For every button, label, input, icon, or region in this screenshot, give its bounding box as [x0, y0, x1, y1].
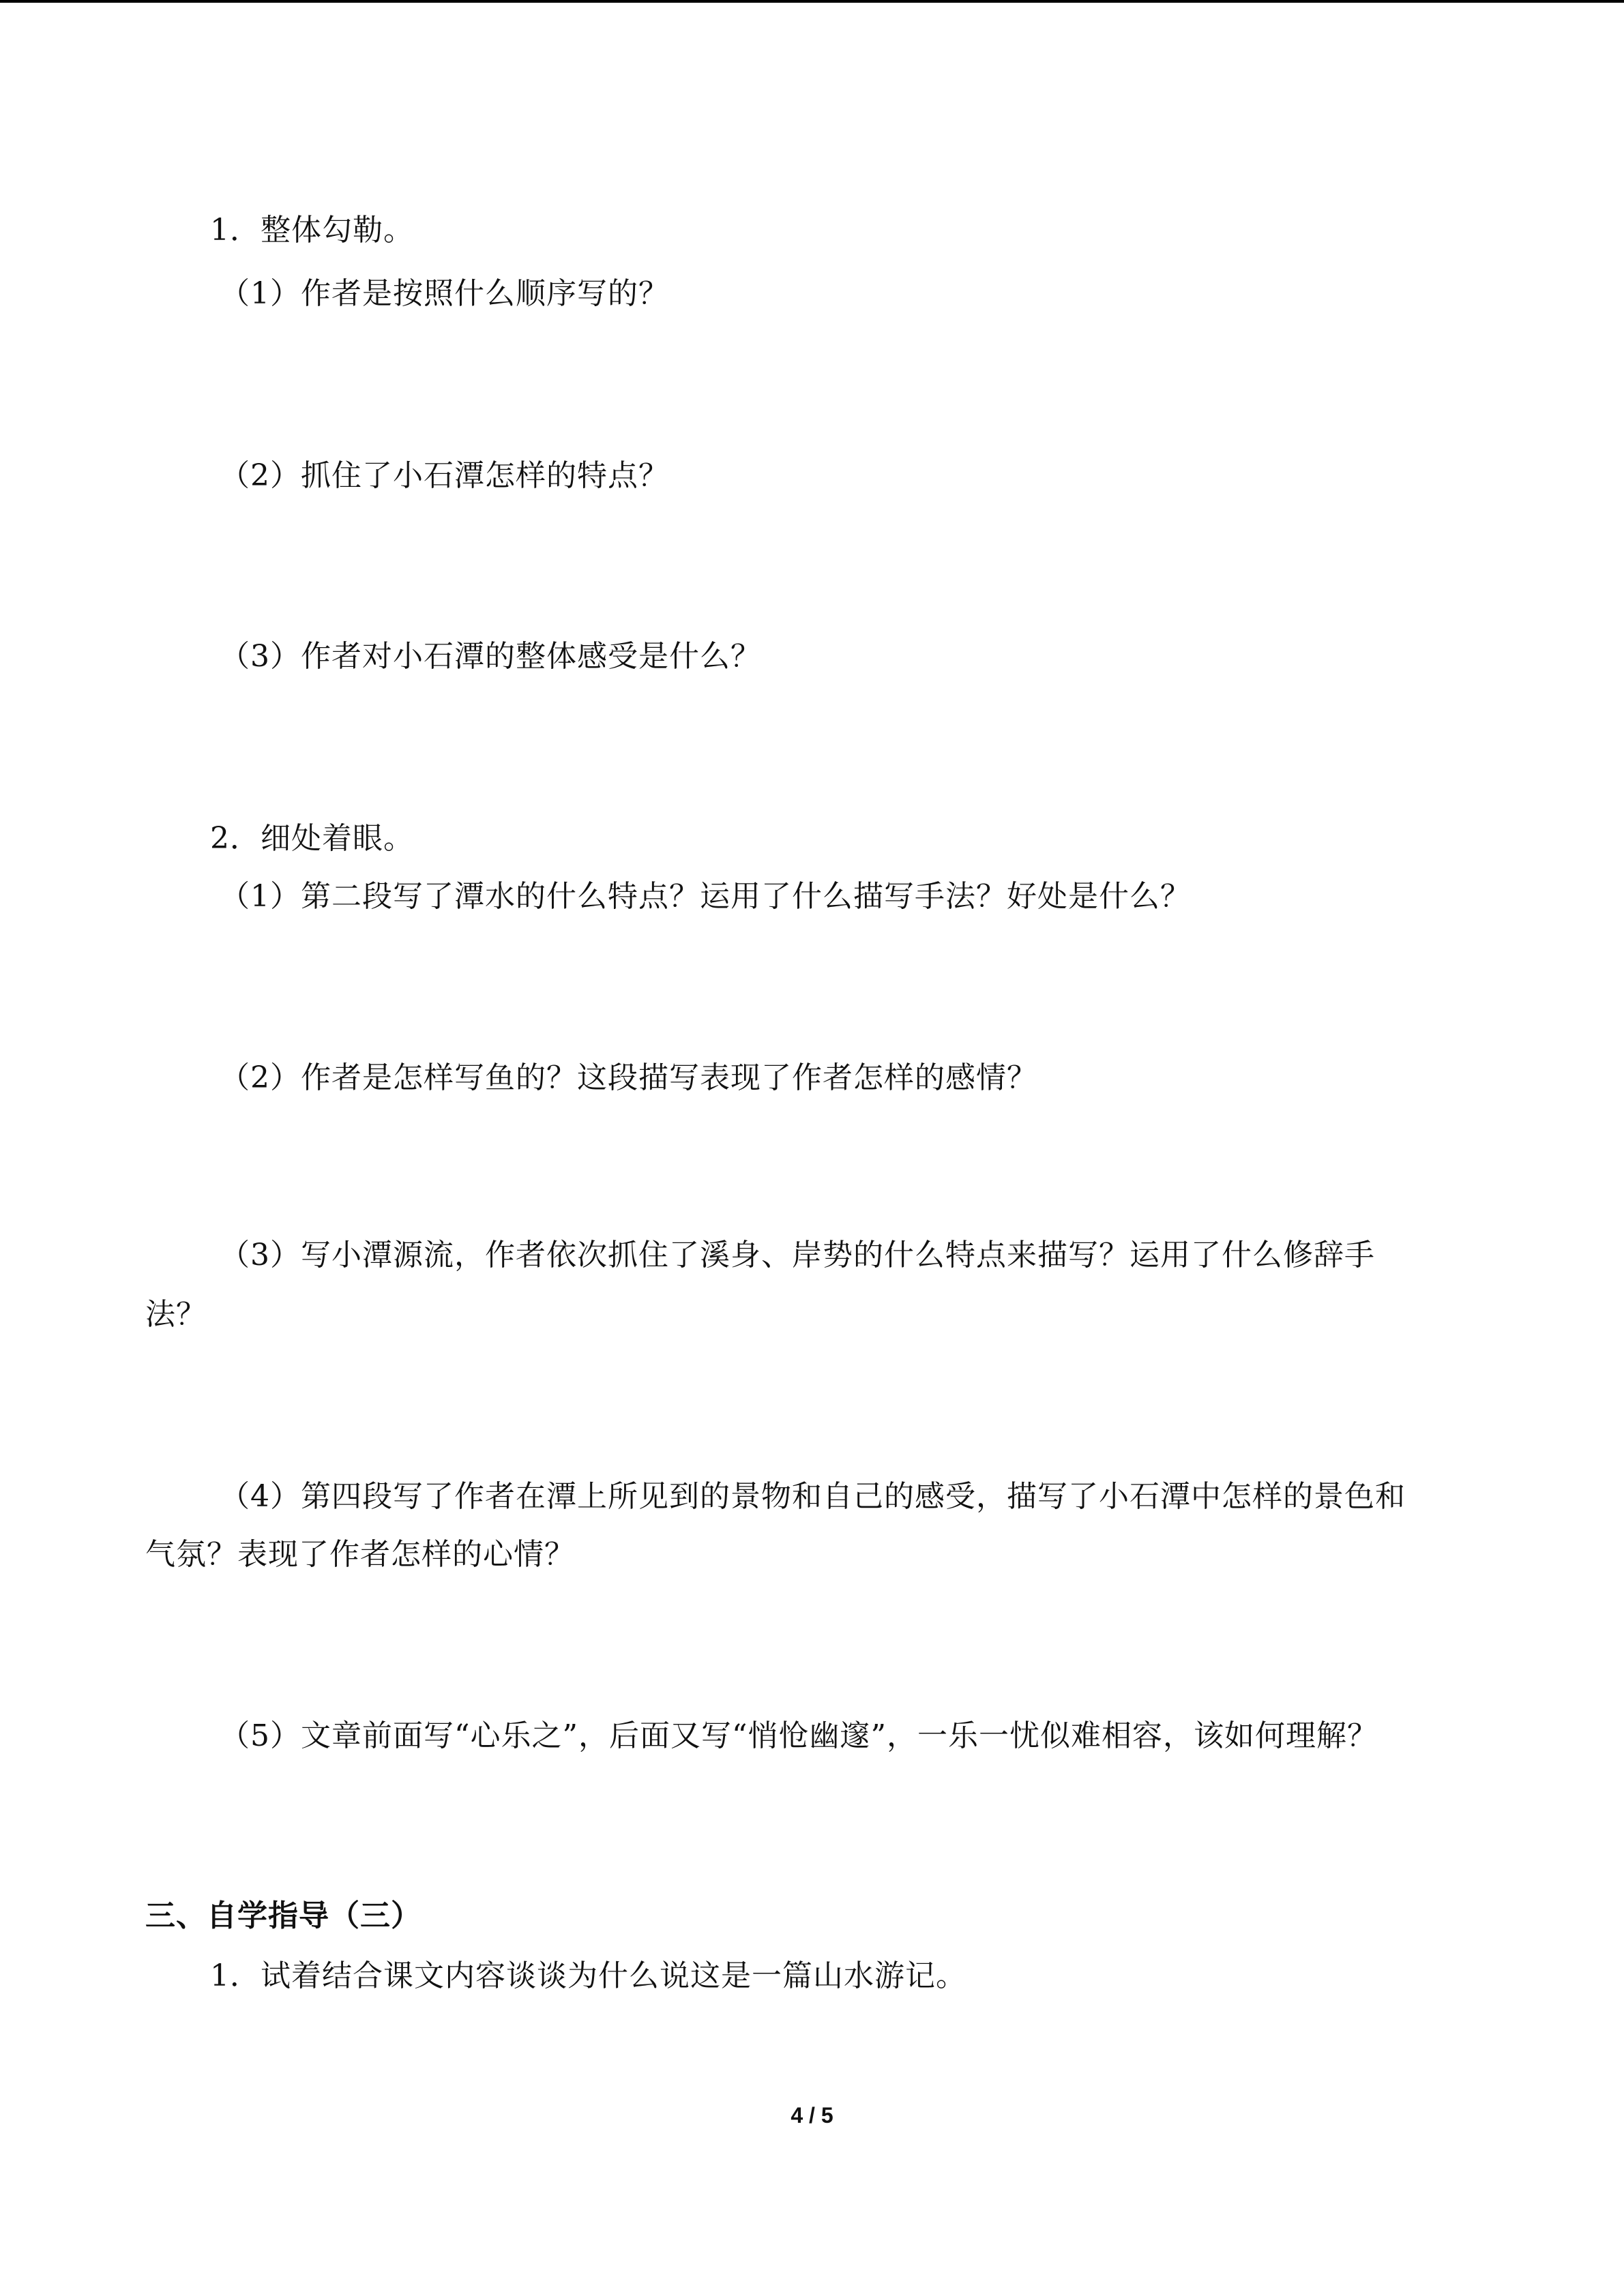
top-border-line — [0, 0, 1624, 3]
section-2-title: 2．细处着眼。 — [210, 821, 414, 856]
question-2-4-line-1: （4）第四段写了作者在潭上所见到的景物和自己的感受，描写了小石潭中怎样的景色和 — [220, 1479, 1406, 1514]
question-1-3: （3）作者对小石潭的整体感受是什么？ — [220, 639, 761, 674]
question-2-1: （1）第二段写了潭水的什么特点？运用了什么描写手法？好处是什么？ — [220, 879, 1191, 914]
question-1-2: （2）抓住了小石潭怎样的特点？ — [220, 458, 669, 493]
question-1-1: （1）作者是按照什么顺序写的？ — [220, 276, 669, 311]
question-3-1: 1．试着结合课文内容谈谈为什么说这是一篇山水游记。 — [210, 1958, 966, 1993]
question-2-3-line-1: （3）写小潭源流，作者依次抓住了溪身、岸势的什么特点来描写？运用了什么修辞手 — [220, 1238, 1375, 1272]
section-1-title: 1．整体勾勒。 — [210, 213, 414, 248]
question-2-4-line-2: 气氛？表现了作者怎样的心情？ — [145, 1537, 575, 1572]
question-2-2: （2）作者是怎样写鱼的？这段描写表现了作者怎样的感情？ — [220, 1060, 1037, 1095]
section-3-heading: 三、自学指导（三） — [145, 1898, 422, 1933]
question-2-3-line-2: 法？ — [145, 1297, 207, 1332]
question-2-5: （5）文章前面写“心乐之”，后面又写“悄怆幽邃”，一乐一忧似难相容，该如何理解？ — [220, 1718, 1378, 1753]
page-number: 4 / 5 — [791, 2103, 833, 2128]
